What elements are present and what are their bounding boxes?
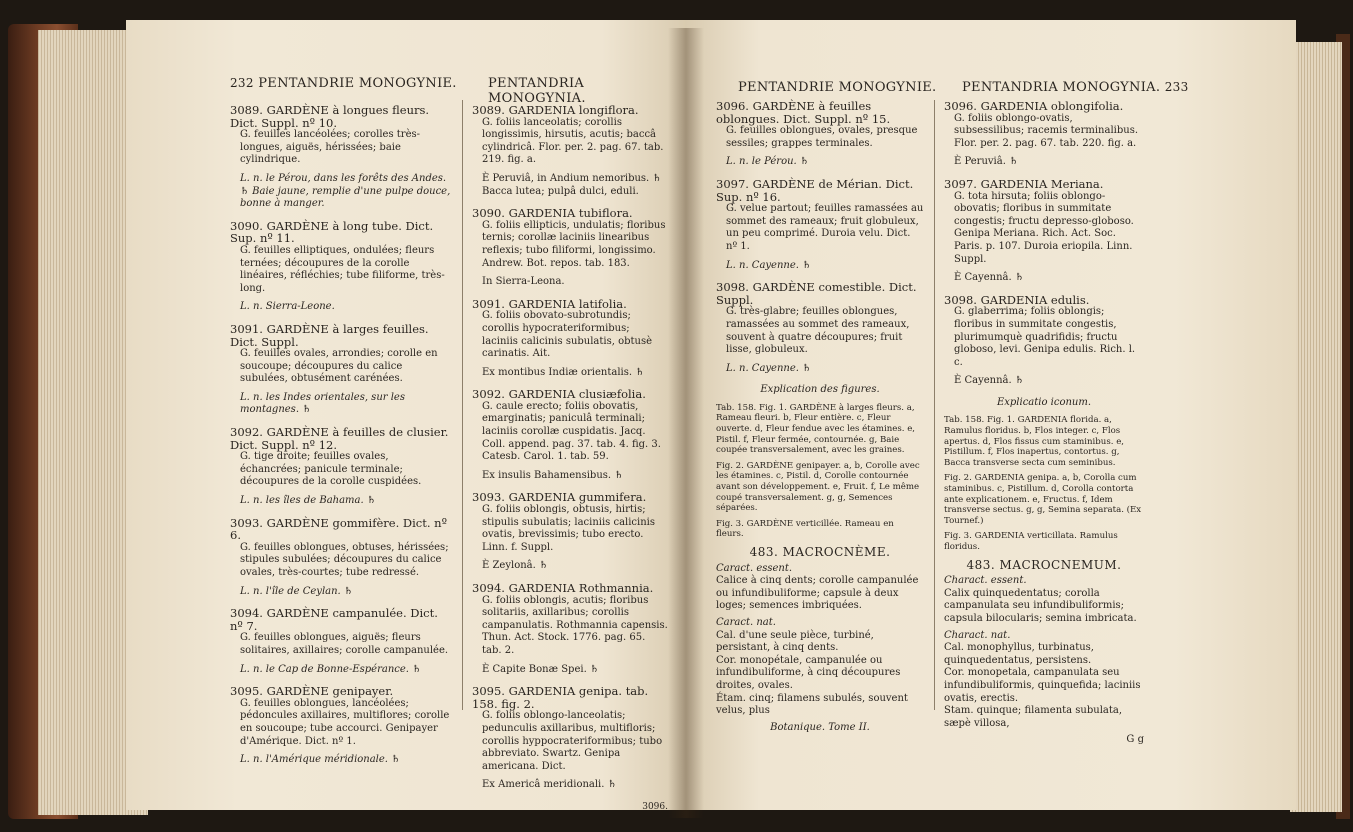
left-la-column xyxy=(472,104,668,810)
genus-heading-la: 483. MACROCNEMUM. xyxy=(966,557,1122,572)
left-header-la: PENTANDRIA MONOGYNIA. xyxy=(488,76,586,106)
entry-3096-la: 3096. GARDENIA oblongifolia. G. foliis oblongo-ovatis, subsessilibus; racemis terminalibus. Flor. per. 2. pag. 67. tab. 220. fig. a. È Peruviâ. ♄ xyxy=(944,99,1139,168)
entry-3090-la: 3090. GARDENIA tubiflora. G. foliis ellipticis, undulatis; floribus ternis; corollæ laciniis linearibus reflexis; tubo filiformi, longissimo. Andrew. Bot. repos. tab. 183. In Sierra-Leona. xyxy=(472,206,666,288)
signature-mark: G g xyxy=(1126,734,1144,746)
entry-3090-fr: 3090. GARDÈNE à long tube. Dict. Sup. nº 11. G. feuilles elliptiques, ondulées; fleurs ternées; découpures de la corolle linéaires, réfléchies; tube filiforme, très-long. L. n. Sierra-Leone. xyxy=(230,218,445,313)
right-la-column xyxy=(944,100,1144,747)
left-page-number: 232 xyxy=(230,76,254,90)
left-header-fr xyxy=(230,76,457,91)
entry-3089-la: 3089. GARDENIA longiflora. G. foliis lanceolatis; corollis longissimis, hirsutis, acutis; baccâ cylindricâ. Flor. per. 2. pag. 67. tab. 219. fig. a. È Peruviâ, in Andium nemoribus. ♄ Bacca lutea; pulpâ dulci, eduli. xyxy=(472,103,664,197)
genus-heading-fr: 483. MACROCNÈME. xyxy=(749,545,891,559)
page-footer: Botanique. Tome II. xyxy=(770,721,870,733)
entry-3098-fr: 3098. GARDÈNE comestible. Dict. Suppl. G. très-glabre; feuilles oblongues, ramassées au sommet des rameaux, souvent à quatre découpures; fruit lisse, globuleux. L. n. Cayenne. ♄ xyxy=(716,280,917,374)
figure-caption-la: Fig. 3. GARDENIA verticillata. Ramulus floridus. xyxy=(944,531,1118,552)
entry-3094-fr: 3094. GARDÈNE campanulée. Dict. nº 7. G. feuilles oblongues, aiguës; fleurs solitaires, axillaires; corolle campanulée. L. n. le Cap de Bonne-Espérance. ♄ xyxy=(230,606,449,675)
catchword: 3096. xyxy=(642,801,668,810)
caract-essent-fr: Caract. essent. xyxy=(716,562,793,574)
left-page xyxy=(126,20,686,810)
entry-3095-fr: 3095. GARDÈNE genipayer. G. feuilles oblongues, lancéolées; pédoncules axillaires, multiflores; corolle en soucoupe; tube accourci. Genipayer d'Amérique. Dict. nº 1. L. n. l'Amérique méridionale. ♄ xyxy=(230,684,450,766)
entry-3098-la: 3098. GARDENIA edulis. G. glaberrima; foliis oblongis; floribus in summitate congestis, plurimumquè quadrifidis; fructu globoso, levi. Genipa edulis. Rich. l. c. È Cayennâ. ♄ xyxy=(944,292,1136,387)
entry-3092-la: 3092. GARDENIA clusiæfolia. G. caule erecto; foliis obovatis, emarginatis; paniculâ terminali; laciniis corollæ cuspidatis. Jacq. Coll. append. pag. 37. tab. 4. fig. 3. Catesb. Carol. 1. tab. 59. Ex insulis Bahamensibus. ♄ xyxy=(472,387,661,481)
entry-3097-la: 3097. GARDENIA Meriana. G. tota hirsuta; foliis oblongo-obovatis; floribus in summitate congestis; fructu depresso-globoso. Genipa Meriana. Rich. Act. Soc. Paris. p. 107. Duroia eriopila. Linn. Suppl. È Cayennâ. ♄ xyxy=(944,176,1134,284)
figure-caption-fr: Fig. 2. GARDÈNE genipayer. a, b, Corolle avec les étamines. c, Pistil. d, Corolle contournée avant son développement. e, Fruit. f, Le même coupé transversalement. g, g, Semences séparées. xyxy=(716,460,920,514)
calyx-la: Cal. monophyllus, turbinatus, quinquedentatus, persistens. xyxy=(944,642,1094,666)
entry-3089-fr: 3089. GARDÈNE à longues fleurs. Dict. Suppl. nº 10. G. feuilles lancéolées; corolles très-longues, aiguës, hérissées; baie cylindrique. L. n. le Pérou, dans les forêts des Andes. ♄ Baie jaune, remplie d'une pulpe douce, bonne à manger. xyxy=(230,103,451,210)
entry-3096-fr: 3096. GARDÈNE à feuilles oblongues. Dict. Suppl. nº 15. G. feuilles oblongues, ovales, presque sessiles; grappes terminales. L. n. le Pérou. ♄ xyxy=(716,99,918,168)
left-header-fr-text: PENTANDRIE MONOGYNIE. xyxy=(258,76,457,91)
corolla-fr: Cor. monopétale, campanulée ou infundibuliforme, à cinq découpures droites, ovales. xyxy=(716,654,901,691)
column-rule xyxy=(934,100,935,710)
essential-character-fr: Calice à cinq dents; corolle campanulée ou infundibuliforme; capsule à deux loges; semences imbriquées. xyxy=(716,575,919,612)
book-gutter xyxy=(668,28,704,818)
entry-3093-la: 3093. GARDENIA gummifera. G. foliis oblongis, obtusis, hirtis; stipulis subulatis; laciniis calicinis ovatis, brevissimis; tubo erecto. Linn. f. Suppl. È Zeylonâ. ♄ xyxy=(472,490,656,572)
caract-essent-la: Charact. essent. xyxy=(944,575,1027,587)
right-page-number: 233 xyxy=(1164,80,1189,94)
entry-3091-fr: 3091. GARDÈNE à larges feuilles. Dict. Suppl. G. feuilles ovales, arrondies; corolle en soucoupe; découpures du calice subulées, obtusément carénées. L. n. les Indes orientales, sur les montagnes. ♄ xyxy=(230,321,438,416)
explication-heading-la: Explicatio iconum. xyxy=(996,396,1092,408)
stamens-fr: Étam. cinq; filamens subulés, souvent velus, plus xyxy=(716,692,908,717)
entry-3093-fr: 3093. GARDÈNE gommifère. Dict. nº 6. G. feuilles oblongues, obtuses, hérissées; stipules subulées; découpures du calice ovales, très-courtes; tube redressé. L. n. l'île de Ceylan. ♄ xyxy=(230,515,449,597)
right-header-la-text: PENTANDRIA MONOGYNIA. xyxy=(962,80,1161,95)
page-edges-right xyxy=(1290,42,1342,812)
figure-caption-la: Tab. 158. Fig. 1. GARDENIA florida. a, Ramulus floridus. b, Flos integer. c, Flos apertus. d, Flos fissus cum staminibus. e, Pistillum. f, Flos inapertus, contortus. g, Bacca transverse secta cum seminibus. xyxy=(944,415,1125,468)
entry-3091-la: 3091. GARDENIA latifolia. G. foliis obovato-subrotundis; corollis hypocrateriformibus; laciniis calicinis subulatis, obtusè carinatis. Ait. Ex montibus Indiæ orientalis. ♄ xyxy=(472,296,653,378)
right-header-fr: PENTANDRIE MONOGYNIE. xyxy=(738,80,937,95)
caract-nat-la: Charact. nat. xyxy=(944,629,1011,641)
explication-heading-fr: Explication des figures. xyxy=(760,384,880,396)
corolla-la: Cor. monopetala, campanulata seu infundibuliformis, quinquefida; laciniis ovatis, erectis. xyxy=(944,667,1141,704)
left-fr-column xyxy=(230,104,452,776)
figure-caption-fr: Tab. 158. Fig. 1. GARDÈNE à larges fleurs. a, Rameau fleuri. b, Fleur entière. c, Fleur ouverte. d, Fleur fendue avec les étamines. e, Pistil. f, Fleur fermée, contournée. g, Baie coupée transversalement, avec les graines. xyxy=(716,402,916,456)
right-fr-column xyxy=(716,100,924,734)
entry-3092-fr: 3092. GARDÈNE à feuilles de clusier. Dict. Suppl. nº 12. G. tige droite; feuilles ovales, échancrées; panicule terminale; découpures de la corolle cuspidées. L. n. les îles de Bahama. ♄ xyxy=(230,425,449,507)
entry-3095-la: 3095. GARDENIA genipa. tab. 158. fig. 2. G. foliis oblongo-lanceolatis; pedunculis axillaribus, multifloris; corollis hyppocrateriformibus; tubo abbreviato. Swartz. Genipa americana. Dict. Ex Americâ meridionali. ♄ xyxy=(472,684,663,791)
right-header-la xyxy=(962,80,1189,95)
entry-3094-la: 3094. GARDENIA Rothmannia. G. foliis oblongis, acutis; floribus solitariis, axillaribus; corollis campanulatis. Rothmannia capensis. Thun. Act. Stock. 1776. pag. 65. tab. 2. È Capite Bonæ Spei. ♄ xyxy=(472,581,668,675)
entry-3097-fr: 3097. GARDÈNE de Mérian. Dict. Sup. nº 16. G. velue partout; feuilles ramassées au sommet des rameaux; fruit globuleux, un peu comprimé. Duroia velu. Dict. nº 1. L. n. Cayenne. ♄ xyxy=(716,176,924,271)
figure-caption-la: Fig. 2. GARDENIA genipa. a, b, Corolla cum staminibus. c, Pistillum. d, Corolla contorta ante explicationem. e, Fructus. f, Idem transverse sectus. g, g, Semina separata. (Ex Tournef.) xyxy=(944,473,1142,526)
figure-caption-fr: Fig. 3. GARDÈNE verticillée. Rameau en fleurs. xyxy=(716,518,894,540)
column-rule xyxy=(462,100,463,710)
right-page xyxy=(686,20,1296,810)
stamens-la: Stam. quinque; filamenta subulata, sæpè villosa, xyxy=(944,705,1123,729)
open-book xyxy=(8,14,1350,826)
essential-character-la: Calix quinquedentatus; corolla campanulata seu infundibuliformis; capsula bilocularis; semina imbricata. xyxy=(944,587,1137,624)
calyx-fr: Cal. d'une seule pièce, turbiné, persistant, à cinq dents. xyxy=(716,629,874,654)
caract-nat-fr: Caract. nat. xyxy=(716,616,776,628)
